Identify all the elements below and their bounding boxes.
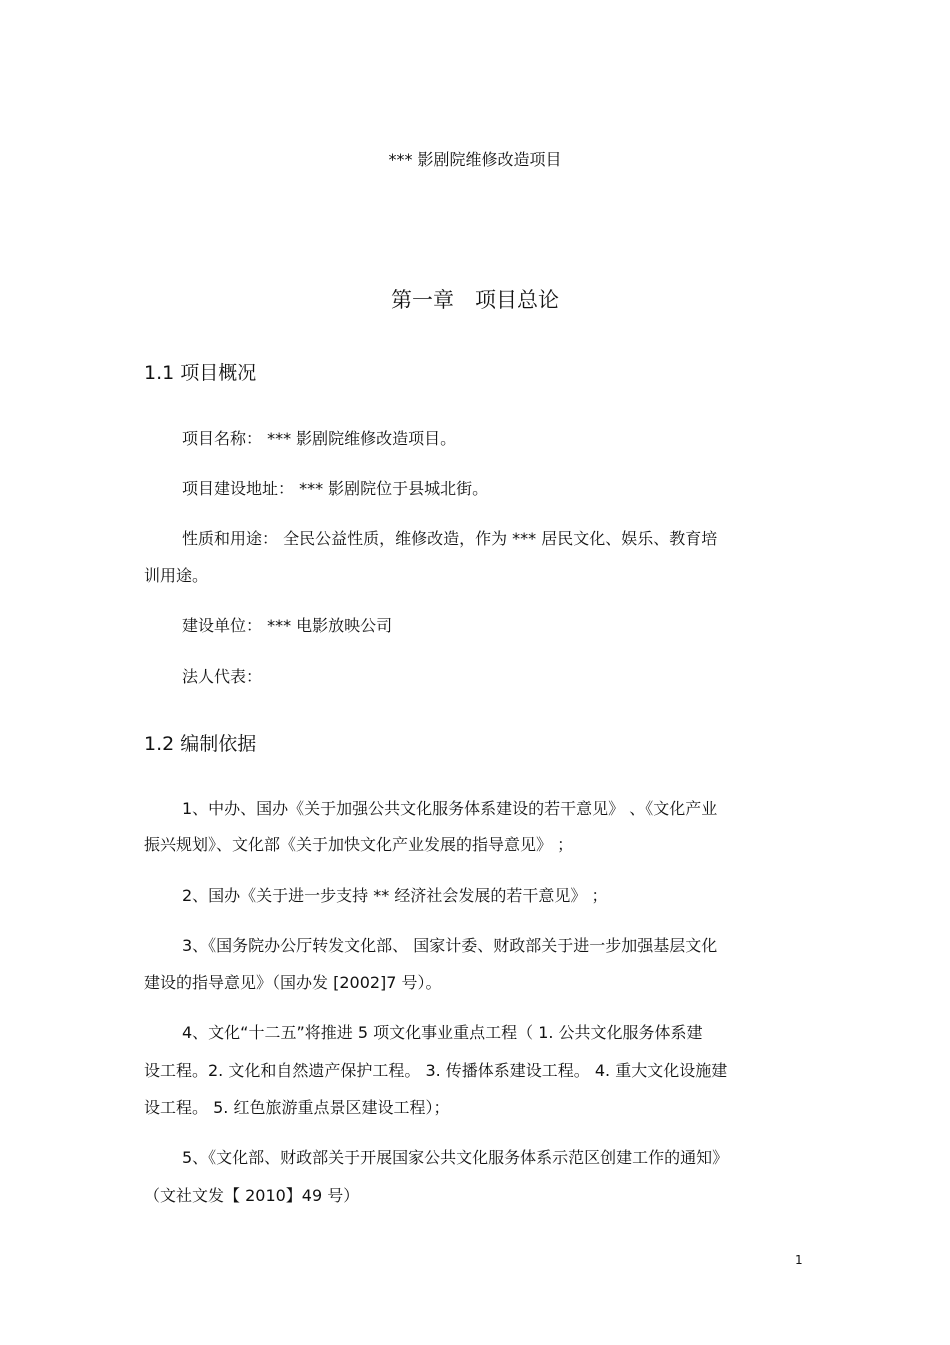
document-title: *** 影剧院维修改造项目: [388, 150, 562, 169]
basis-item-2: 2、国办《关于进一步支持 ** 经济社会发展的若干意见》 ；: [182, 886, 608, 905]
project-nature-line-cont: 训用途。: [144, 566, 209, 585]
chapter-heading: 第一章 项目总论: [391, 288, 559, 312]
construction-unit-line: 建设单位： *** 电影放映公司: [182, 616, 393, 635]
legal-representative-line: 法人代表：: [182, 667, 263, 686]
basis-item-1-cont: 振兴规划》、文化部《关于加快文化产业发展的指导意见》 ；: [144, 835, 574, 854]
project-address-line: 项目建设地址： *** 影剧院位于县城北街。: [182, 479, 489, 498]
section-heading-overview: 1.1 项目概况: [144, 362, 257, 384]
basis-item-4-cont-2: 设工程。 5. 红色旅游重点景区建设工程）；: [144, 1098, 450, 1117]
project-nature-line: 性质和用途： 全民公益性质，维修改造，作为 *** 居民文化、娱乐、教育培: [182, 529, 718, 548]
basis-item-5: 5、《文化部、财政部关于开展国家公共文化服务体系示范区创建工作的通知》: [182, 1148, 729, 1167]
basis-item-3-cont: 建设的指导意见》（国办发 [2002]7 号）。: [144, 973, 442, 992]
basis-item-5-cont: （文社文发【 2010】49 号）: [144, 1186, 360, 1205]
page-number: 1: [795, 1253, 803, 1267]
basis-item-4-cont: 设工程。2. 文化和自然遗产保护工程。 3. 传播体系建设工程。 4. 重大文化设施建: [144, 1061, 728, 1080]
project-name-line: 项目名称： *** 影剧院维修改造项目。: [182, 429, 457, 448]
section-heading-basis: 1.2 编制依据: [144, 733, 257, 755]
basis-item-1: 1、中办、国办《关于加强公共文化服务体系建设的若干意见》 、《文化产业: [182, 799, 718, 818]
basis-item-4: 4、文化“十二五”将推进 5 项文化事业重点工程（ 1. 公共文化服务体系建: [182, 1023, 703, 1042]
basis-item-3: 3、《国务院办公厅转发文化部、 国家计委、财政部关于进一步加强基层文化: [182, 936, 718, 955]
